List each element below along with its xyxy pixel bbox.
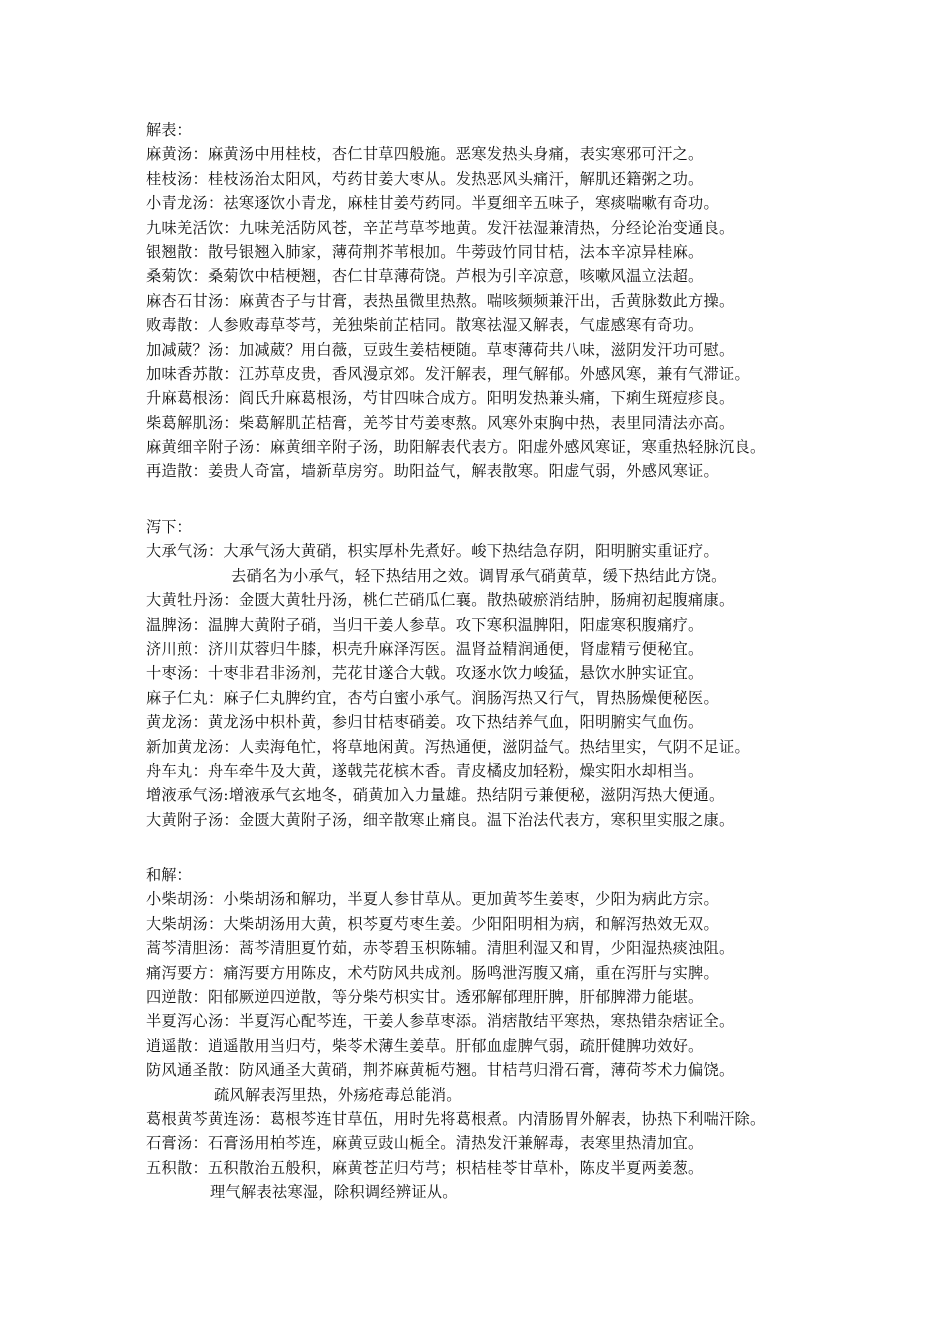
text-line: 疏风解表泻里热，外疡疮毒总能消。 bbox=[214, 1085, 462, 1104]
text-line: 再造散：姜贵人奇富，墙新草房穷。助阳益气，解表散寒。阳虚气弱，外感风寒证。 bbox=[146, 462, 720, 481]
text-line: 柴葛解肌汤：柴葛解肌芷桔膏，羌芩甘芍姜枣熬。风寒外束胸中热，表里同清法亦高。 bbox=[146, 413, 735, 432]
text-line: 四逆散：阳郁厥逆四逆散，等分柴芍枳实甘。透邪解郁理肝脾，肝郁脾滞力能堪。 bbox=[146, 987, 704, 1006]
text-line: 蒿芩清胆汤：蒿芩清胆夏竹茹，赤苓碧玉枳陈辅。清胆利湿又和胃，少阳湿热痰浊阻。 bbox=[146, 939, 735, 958]
text-line: 九味羌活饮：九味羌活防风苍，辛芷芎草芩地黄。发汗祛湿兼清热，分经论治变通良。 bbox=[146, 218, 735, 237]
text-line: 麻杏石甘汤：麻黄杏子与甘膏，表热虽微里热熬。喘咳频频兼汗出，舌黄脉数此方操。 bbox=[146, 291, 735, 310]
text-line: 小青龙汤：祛寒逐饮小青龙，麻桂甘姜芍药同。半夏细辛五味子，寒痰喘嗽有奇功。 bbox=[146, 194, 720, 213]
text-line: 增液承气汤:增液承气玄地冬，硝黄加入力量雄。热结阴亏兼便秘，滋阴泻热大便通。 bbox=[146, 786, 725, 805]
section-jiebiao bbox=[146, 118, 936, 484]
text-line: 痛泻要方：痛泻要方用陈皮，术芍防风共成剂。肠鸣泄泻腹又痛，重在泻肝与实脾。 bbox=[146, 963, 720, 982]
section-xiexia bbox=[146, 515, 936, 832]
text-line: 黄龙汤：黄龙汤中枳朴黄，参归甘桔枣硝姜。攻下热结养气血，阳明腑实气血伤。 bbox=[146, 713, 704, 732]
text-line: 银翘散：散号银翘入肺家，薄荷荆芥苇根加。牛蒡豉竹同甘桔，法本辛凉异桂麻。 bbox=[146, 242, 704, 261]
text-line: 半夏泻心汤：半夏泻心配芩连，干姜人参草枣添。消痞散结平寒热，寒热错杂痞证全。 bbox=[146, 1012, 735, 1031]
section-heading: 解表： bbox=[146, 121, 192, 139]
text-line: 桑菊饮：桑菊饮中桔梗翘，杏仁甘草薄荷饶。芦根为引辛凉意，咳嗽风温立法超。 bbox=[146, 267, 704, 286]
text-line: 济川煎：济川苁蓉归牛膝，枳壳升麻泽泻医。温肾益精润通便，肾虚精亏便秘宜。 bbox=[146, 639, 704, 658]
text-line: 麻黄细辛附子汤：麻黄细辛附子汤，助阳解表代表方。阳虚外感风寒证，寒重热轻脉沉良。 bbox=[146, 438, 766, 457]
text-line: 十枣汤：十枣非君非汤剂，芫花甘遂合大戟。攻逐水饮力峻猛，悬饮水肿实证宜。 bbox=[146, 664, 704, 683]
text-line: 加减葳？汤：加减葳？用白薇，豆豉生姜桔梗随。草枣薄荷共八味，滋阴发汗功可慰。 bbox=[146, 340, 735, 359]
text-line: 理气解表祛寒湿，除积调经辨证从。 bbox=[210, 1183, 458, 1202]
text-line: 麻子仁丸：麻子仁丸脾约宜，杏芍白蜜小承气。润肠泻热又行气，胃热肠燥便秘医。 bbox=[146, 688, 720, 707]
text-line: 五积散：五积散治五般积，麻黄苍芷归芍芎；枳桔桂苓甘草朴，陈皮半夏两姜葱。 bbox=[146, 1158, 704, 1177]
text-line: 升麻葛根汤：阎氏升麻葛根汤，芍甘四味合成方。阳明发热兼头痛，下痢生斑痘疹良。 bbox=[146, 389, 735, 408]
text-line: 舟车丸：舟车牵牛及大黄，遂戟芫花槟木香。青皮橘皮加轻粉，燥实阳水却相当。 bbox=[146, 761, 704, 780]
text-line: 大柴胡汤：大柴胡汤用大黄，枳芩夏芍枣生姜。少阳阳明相为病，和解泻热效无双。 bbox=[146, 914, 720, 933]
text-line: 大黄附子汤：金匮大黄附子汤，细辛散寒止痛良。温下治法代表方，寒积里实服之康。 bbox=[146, 810, 735, 829]
text-line: 防风通圣散：防风通圣大黄硝，荆芥麻黄栀芍翘。甘桔芎归滑石膏，薄荷芩术力偏饶。 bbox=[146, 1061, 735, 1080]
text-line: 桂枝汤：桂枝汤治太阳风，芍药甘姜大枣从。发热恶风头痛汗，解肌还籍粥之功。 bbox=[146, 169, 704, 188]
text-line: 小柴胡汤：小柴胡汤和解功，半夏人参甘草从。更加黄芩生姜枣，少阳为病此方宗。 bbox=[146, 890, 720, 909]
text-line: 败毒散：人参败毒草苓芎，羌独柴前芷桔同。散寒祛湿又解表，气虚感寒有奇功。 bbox=[146, 316, 704, 335]
text-line: 葛根黄芩黄连汤：葛根芩连甘草伍，用时先将葛根煮。内清肠胃外解表，协热下利喘汗除。 bbox=[146, 1109, 766, 1128]
text-line: 大黄牡丹汤：金匮大黄牡丹汤，桃仁芒硝瓜仁襄。散热破瘀消结肿，肠痈初起腹痛康。 bbox=[146, 591, 735, 610]
text-line: 温脾汤：温脾大黄附子硝，当归干姜人参草。攻下寒积温脾阳，阳虚寒积腹痛疗。 bbox=[146, 615, 704, 634]
section-heading: 泻下： bbox=[146, 518, 192, 536]
text-line: 加味香苏散：江苏草皮贵，香风漫京郊。发汗解表，理气解郁。外感风寒，兼有气滞证。 bbox=[146, 364, 751, 383]
text-line: 大承气汤：大承气汤大黄硝，枳实厚朴先煮好。峻下热结急存阴，阳明腑实重证疗。 bbox=[146, 542, 720, 561]
text-line: 麻黄汤：麻黄汤中用桂枝，杏仁甘草四般施。恶寒发热头身痛，表实寒邪可汗之。 bbox=[146, 145, 704, 164]
section-hejie bbox=[146, 863, 936, 1204]
text-line: 新加黄龙汤：人卖海龟忙，将草地闲黄。泻热通便，滋阴益气。热结里实，气阴不足证。 bbox=[146, 737, 751, 756]
text-line: 去硝名为小承气，轻下热结用之效。调胃承气硝黄草，缓下热结此方饶。 bbox=[231, 566, 727, 585]
section-heading: 和解： bbox=[146, 866, 192, 884]
text-line: 石膏汤：石膏汤用柏芩连，麻黄豆豉山栀全。清热发汗兼解毒，表寒里热清加宜。 bbox=[146, 1134, 704, 1153]
text-line: 逍遥散：逍遥散用当归芍，柴苓术薄生姜草。肝郁血虚脾气弱，疏肝健脾功效好。 bbox=[146, 1036, 704, 1055]
